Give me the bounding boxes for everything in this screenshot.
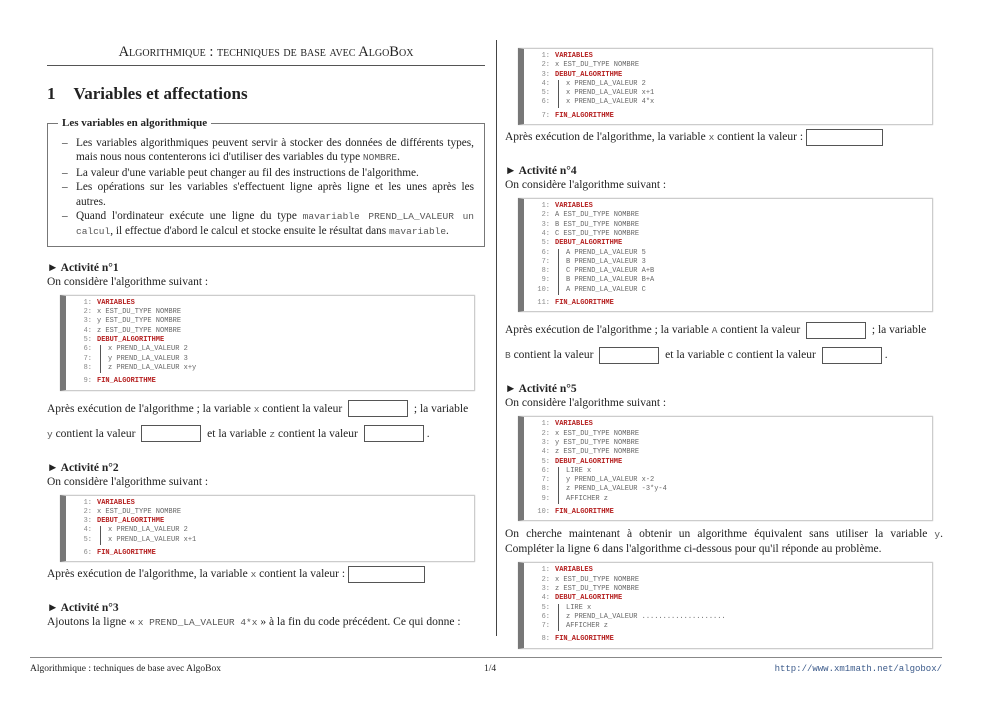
code-text: A PREND_LA_VALEUR C — [558, 286, 646, 295]
footer-rule — [30, 657, 942, 658]
left-column — [47, 40, 485, 630]
code-line — [528, 613, 932, 622]
code-line — [528, 508, 932, 517]
footer-title: Algorithmique : techniques de base avec AlgoBox — [30, 664, 222, 674]
text: . — [884, 349, 888, 362]
code-text: AFFICHER z — [558, 622, 608, 631]
line-number: 8: — [83, 363, 92, 372]
line-number: 2: — [541, 575, 550, 584]
line-number: 8: — [541, 267, 550, 276]
code-text: FIN_ALGORITHME — [555, 299, 614, 308]
code-text: x PREND_LA_VALEUR 2 — [100, 526, 188, 535]
line-number: 7: — [83, 354, 92, 363]
code-line — [528, 594, 932, 603]
code-line — [528, 276, 932, 285]
activity-3-text — [47, 615, 485, 630]
code-text: B PREND_LA_VALEUR B+A — [558, 276, 654, 285]
code-text: AFFICHER z — [558, 495, 608, 504]
code-text: z PREND_LA_VALEUR -3*y-4 — [558, 485, 667, 494]
text: . — [426, 427, 430, 440]
code-line — [70, 536, 474, 545]
text: contient la valeur — [275, 427, 361, 440]
line-number: 1: — [541, 566, 550, 575]
code-line — [70, 327, 474, 336]
answer-box-a[interactable] — [806, 322, 866, 339]
line-number: 1: — [541, 52, 550, 60]
code-line — [528, 420, 932, 429]
activity-title: Activité n°3 — [60, 602, 119, 615]
code-text: DEBUT_ALGORITHME — [555, 239, 623, 248]
code-line — [70, 377, 474, 386]
variable-name: z — [269, 428, 276, 440]
line-number: 1: — [541, 420, 550, 429]
answer-box-x[interactable] — [348, 566, 425, 583]
code-block-6 — [518, 562, 933, 648]
inline-code: mavariable — [389, 226, 447, 238]
code-line — [70, 308, 474, 317]
line-number: 5: — [83, 336, 92, 345]
code-line — [528, 89, 932, 98]
code-line — [528, 448, 932, 457]
inline-code: NOMBRE — [362, 152, 398, 164]
line-number: 2: — [541, 211, 550, 220]
code-text: FIN_ALGORITHME — [97, 549, 156, 557]
intro-text: On considère l'algorithme suivant : — [505, 179, 667, 192]
line-number: 9: — [541, 494, 550, 503]
line-number: 4: — [83, 326, 92, 335]
code-text: FIN_ALGORITHME — [555, 635, 614, 644]
intro-text: On considère l'algorithme suivant : — [47, 275, 209, 288]
activity-4-heading — [505, 164, 943, 178]
answer-box-x[interactable] — [348, 400, 408, 417]
section-heading — [47, 83, 485, 105]
line-number: 4: — [541, 79, 550, 88]
code-line — [528, 61, 932, 70]
line-number: 3: — [541, 438, 550, 447]
text: . — [446, 225, 449, 238]
triangle-bullet-icon: ► — [47, 461, 59, 474]
footer-url-link[interactable]: http://www.xm1math.net/algobox/ — [774, 664, 942, 674]
code-line — [528, 585, 932, 594]
activity-5-heading — [505, 382, 943, 396]
page-number: 1/4 — [484, 664, 497, 674]
answer-box-b[interactable] — [599, 347, 659, 364]
variable-name: x — [250, 569, 257, 581]
answer-line — [505, 125, 943, 150]
text: Après exécution de l'algorithme ; la variable — [505, 324, 712, 337]
variable-name: y — [47, 428, 53, 440]
code-text: VARIABLES — [97, 298, 135, 307]
line-number: 10: — [537, 285, 550, 294]
text: ; la variable — [871, 324, 927, 337]
code-text: y EST_DU_TYPE NOMBRE — [555, 438, 640, 447]
activity-title: Activité n°4 — [518, 165, 577, 178]
code-line — [528, 467, 932, 476]
code-line — [528, 299, 932, 308]
triangle-bullet-icon: ► — [505, 383, 517, 396]
code-text: FIN_ALGORITHME — [555, 508, 614, 517]
code-line — [70, 364, 474, 373]
section-number: 1 — [47, 84, 56, 103]
line-number: 5: — [541, 89, 550, 98]
text: contient la valeur : — [714, 131, 804, 144]
code-text: FIN_ALGORITHME — [97, 377, 156, 386]
line-number: 3: — [541, 220, 550, 229]
code-text: x PREND_LA_VALEUR x+1 — [558, 89, 654, 98]
code-line — [528, 112, 932, 121]
line-number: 5: — [541, 603, 550, 612]
code-text: x EST_DU_TYPE NOMBRE — [555, 61, 640, 70]
code-text: x EST_DU_TYPE NOMBRE — [97, 308, 182, 317]
code-text: DEBUT_ALGORITHME — [97, 336, 165, 345]
code-line — [70, 549, 474, 558]
line-number: 6: — [541, 98, 550, 107]
text: » à la fin du code précédent. Ce qui donne : — [257, 616, 461, 629]
code-block-1 — [60, 295, 475, 391]
answer-box-c[interactable] — [822, 347, 882, 364]
text: contient la valeur — [52, 427, 139, 440]
code-line — [70, 317, 474, 326]
code-line — [528, 604, 932, 613]
answer-box-x[interactable] — [806, 129, 883, 146]
intro-text: On considère l'algorithme suivant : — [505, 397, 667, 410]
code-line — [528, 286, 932, 295]
line-number: 7: — [541, 622, 550, 631]
code-line — [528, 52, 932, 61]
code-text: x PREND_LA_VALEUR x+1 — [100, 536, 196, 545]
line-number: 11: — [537, 299, 550, 308]
code-text: x PREND_LA_VALEUR 2 — [558, 80, 646, 89]
line-number: 2: — [83, 308, 92, 317]
text: contient la valeur : — [256, 568, 346, 581]
code-block-5 — [518, 416, 933, 521]
line-number: 3: — [83, 317, 92, 326]
code-text: DEBUT_ALGORITHME — [555, 594, 623, 603]
code-line — [70, 299, 474, 308]
text: contient la valeur — [733, 349, 819, 362]
line-number: 6: — [541, 466, 550, 475]
code-line — [70, 526, 474, 535]
code-text: z EST_DU_TYPE NOMBRE — [555, 448, 640, 457]
list-item — [76, 209, 474, 240]
code-text: x EST_DU_TYPE NOMBRE — [97, 507, 182, 516]
code-text: x PREND_LA_VALEUR 4*x — [558, 98, 654, 107]
activity-title: Activité n°1 — [60, 261, 119, 274]
code-text: VARIABLES — [555, 566, 593, 575]
code-line — [528, 202, 932, 211]
text: Après exécution de l'algorithme, la variable — [505, 131, 709, 144]
code-line — [528, 80, 932, 89]
line-number: 4: — [541, 594, 550, 603]
inline-code: x PREND_LA_VALEUR 4*x — [137, 617, 258, 629]
activity-title: Activité n°5 — [518, 383, 577, 396]
code-text: VARIABLES — [555, 202, 593, 211]
box-legend: Les variables en algorithmique — [58, 116, 211, 130]
list-item — [76, 136, 474, 166]
code-block-3 — [518, 48, 933, 125]
code-text: FIN_ALGORITHME — [555, 111, 614, 120]
variable-name: x — [253, 403, 260, 415]
code-line — [70, 336, 474, 345]
code-line — [70, 355, 474, 364]
line-number: 3: — [541, 70, 550, 79]
answer-line — [47, 397, 485, 447]
text: et la variable — [662, 349, 728, 362]
line-number: 8: — [541, 485, 550, 494]
activity-2-heading — [47, 461, 485, 475]
line-number: 3: — [541, 584, 550, 593]
line-number: 2: — [541, 61, 550, 70]
code-block-4 — [518, 198, 933, 312]
code-line — [528, 635, 932, 644]
page-header-title: Algorithmique : techniques de base avec AlgoBox — [118, 44, 414, 60]
code-text: B PREND_LA_VALEUR 3 — [558, 258, 646, 267]
code-text: x EST_DU_TYPE NOMBRE — [555, 575, 640, 584]
line-number: 1: — [83, 298, 92, 307]
line-number: 5: — [541, 457, 550, 466]
text: . Compléter la ligne 6 dans l'algorithme ci-dessous pour qu'il réponde au problème. — [505, 528, 943, 556]
code-block-2 — [60, 495, 475, 563]
variable-name: x — [708, 132, 715, 144]
line-number: 6: — [83, 549, 92, 557]
variable-name: A — [711, 325, 718, 337]
code-text: y PREND_LA_VALEUR 3 — [100, 355, 188, 364]
line-number: 9: — [83, 377, 92, 386]
text: . — [397, 151, 400, 164]
line-number: 7: — [541, 111, 550, 120]
triangle-bullet-icon: ► — [47, 602, 59, 615]
right-column — [505, 48, 943, 649]
code-text: x PREND_LA_VALEUR 2 — [100, 345, 188, 354]
answer-box-z[interactable] — [364, 425, 424, 442]
code-line — [528, 239, 932, 248]
line-number: 6: — [541, 248, 550, 257]
code-text: C PREND_LA_VALEUR A+B — [558, 267, 654, 276]
text: Les variables algorithmiques peuvent servir à stocker des données de différents types, mais nous nous contenterons ici d'utiliser des variables du type — [76, 137, 474, 164]
activity-5-text — [505, 527, 943, 557]
code-line — [528, 71, 932, 80]
text: , il effectue d'abord le calcul et stocke ensuite le résultat dans — [110, 225, 390, 238]
code-text: VARIABLES — [555, 420, 593, 429]
line-number: 7: — [541, 257, 550, 266]
answer-box-y[interactable] — [141, 425, 201, 442]
list-item: – La valeur d'une variable peut changer au fil des instructions de l'algorithme. — [76, 166, 474, 180]
line-number: 5: — [541, 239, 550, 248]
line-number: 8: — [541, 635, 550, 644]
code-line — [528, 495, 932, 504]
line-number: 2: — [83, 507, 92, 516]
text: contient la valeur — [510, 349, 597, 362]
code-line — [70, 508, 474, 517]
answer-line — [47, 562, 485, 587]
line-number: 6: — [83, 345, 92, 354]
code-line — [528, 476, 932, 485]
line-number: 4: — [541, 229, 550, 238]
inline-code: mavariable PREND_LA_VALEUR un calcul — [76, 211, 475, 238]
code-line — [528, 249, 932, 258]
line-number: 1: — [541, 202, 550, 211]
code-text: B EST_DU_TYPE NOMBRE — [555, 220, 640, 229]
code-line — [528, 566, 932, 575]
code-text: DEBUT_ALGORITHME — [555, 457, 623, 466]
code-text: A PREND_LA_VALEUR 5 — [558, 249, 646, 258]
code-line — [528, 258, 932, 267]
code-line — [70, 499, 474, 508]
code-line — [528, 458, 932, 467]
code-line — [70, 517, 474, 526]
code-text: DEBUT_ALGORITHME — [555, 70, 623, 79]
code-line — [528, 98, 932, 107]
line-number: 3: — [83, 517, 92, 526]
code-text: z EST_DU_TYPE NOMBRE — [97, 326, 182, 335]
line-number: 10: — [537, 508, 550, 517]
text: contient la valeur — [259, 402, 346, 415]
code-line — [528, 439, 932, 448]
text: et la variable — [204, 427, 270, 440]
line-number: 4: — [83, 526, 92, 535]
line-number: 5: — [83, 535, 92, 544]
line-number: 9: — [541, 276, 550, 285]
triangle-bullet-icon: ► — [505, 165, 517, 178]
code-text: DEBUT_ALGORITHME — [97, 517, 165, 526]
definition-box — [47, 117, 485, 247]
text: Quand l'ordinateur exécute une ligne du type — [76, 210, 303, 223]
line-number: 4: — [541, 448, 550, 457]
code-line — [528, 430, 932, 439]
intro-text: On considère l'algorithme suivant : — [47, 475, 209, 488]
triangle-bullet-icon: ► — [47, 261, 59, 274]
code-line — [528, 267, 932, 276]
code-text: VARIABLES — [555, 52, 593, 60]
activity-title: Activité n°2 — [60, 461, 119, 474]
text: On cherche maintenant à obtenir un algorithme équivalent sans utiliser la variable — [505, 528, 935, 541]
answer-line — [505, 318, 943, 368]
code-text: z EST_DU_TYPE NOMBRE — [555, 584, 640, 593]
text: Après exécution de l'algorithme, la variable — [47, 568, 251, 581]
code-text: A EST_DU_TYPE NOMBRE — [555, 211, 640, 220]
variable-name: B — [505, 350, 511, 362]
variable-name: C — [727, 350, 734, 362]
activity-3-heading — [47, 601, 485, 615]
text: Ajoutons la ligne « — [47, 616, 138, 629]
line-number: 7: — [541, 476, 550, 485]
inline-code: y — [934, 529, 941, 541]
code-text: C EST_DU_TYPE NOMBRE — [555, 229, 640, 238]
line-number: 2: — [541, 429, 550, 438]
activity-1-heading — [47, 261, 485, 275]
code-line — [528, 485, 932, 494]
column-divider — [496, 40, 497, 636]
code-text: z PREND_LA_VALEUR x+y — [100, 364, 196, 373]
section-title: Variables et affectations — [73, 84, 248, 103]
code-line — [528, 576, 932, 585]
header-rule — [47, 65, 485, 66]
text: ; la variable — [413, 402, 469, 415]
code-text: z PREND_LA_VALEUR .................... — [558, 613, 726, 622]
line-number: 1: — [83, 498, 92, 507]
code-text: VARIABLES — [97, 498, 135, 507]
code-text: y EST_DU_TYPE NOMBRE — [97, 317, 182, 326]
list-item: – Les opérations sur les variables s'effectuent ligne après ligne et les unes après les autres. — [76, 180, 474, 209]
code-line — [528, 211, 932, 220]
code-text: y PREND_LA_VALEUR x-2 — [558, 476, 654, 485]
code-line — [528, 622, 932, 631]
code-text: LIRE x — [558, 467, 591, 476]
line-number: 6: — [541, 612, 550, 621]
code-line — [528, 221, 932, 230]
code-text: x EST_DU_TYPE NOMBRE — [555, 429, 640, 438]
text: Après exécution de l'algorithme ; la variable — [47, 402, 254, 415]
code-line — [528, 230, 932, 239]
code-text: LIRE x — [558, 604, 591, 613]
code-line — [70, 345, 474, 354]
text: contient la valeur — [717, 324, 804, 337]
